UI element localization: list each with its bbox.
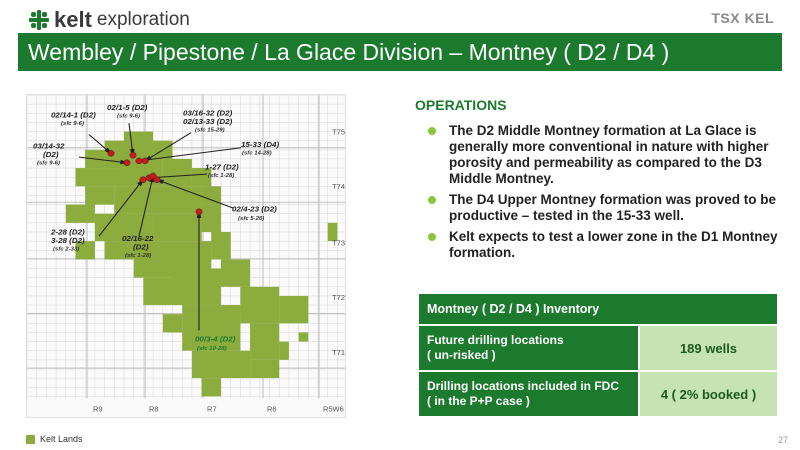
kelt-land-parcel	[173, 241, 212, 268]
row-label-line: Drilling locations included in FDC	[427, 379, 620, 393]
kelt-land-parcel	[124, 132, 153, 159]
well-marker	[130, 152, 136, 158]
operations-heading: OPERATIONS	[415, 97, 507, 113]
kelt-land-parcel	[202, 205, 221, 232]
list-item	[428, 229, 778, 261]
table-row	[419, 324, 777, 370]
well-sfc-label: (sfc 1-28)	[208, 173, 235, 179]
well-label: (D2)	[43, 150, 59, 160]
kelt-land-parcel	[85, 186, 114, 204]
legend-swatch	[26, 435, 35, 444]
kelt-land-parcel	[76, 168, 125, 186]
kelt-land-parcel	[240, 287, 279, 324]
page-number: 27	[777, 435, 788, 445]
well-sfc-label: (sfc 9-6)	[37, 160, 60, 167]
range-label: R8	[149, 404, 159, 414]
well-sfc-label: (sfc 9-6)	[117, 113, 140, 120]
well-label: 1-27 (D2)	[205, 162, 239, 172]
range-label: R7	[207, 404, 217, 414]
kelt-land-parcel	[250, 323, 279, 360]
kelt-land-parcel	[114, 186, 172, 213]
kelt-logo	[28, 6, 190, 34]
kelt-land-parcel	[250, 360, 279, 378]
well-label: 3-28 (D2)	[51, 236, 85, 245]
operations-list	[428, 123, 778, 266]
well-sfc-label: (sfc 14-28)	[242, 150, 272, 157]
well-marker	[142, 158, 148, 164]
well-marker	[136, 158, 142, 164]
township-label: T71	[332, 348, 345, 357]
kelt-land-parcel	[153, 214, 202, 241]
brand-sub: exploration	[96, 9, 190, 30]
well-label: 00/3-4 (D2)	[195, 334, 236, 344]
well-marker	[124, 160, 130, 166]
kelt-land-parcel	[202, 378, 221, 396]
bullet-dot-icon	[428, 127, 436, 135]
list-item	[428, 123, 778, 187]
land-map	[26, 94, 346, 418]
brand-name: kelt	[54, 7, 92, 32]
bullet-text: The D2 Middle Montney formation at La Glace is generally more conventional in nature with higher porosity and permeability as compared to the D3 Middle Montney.	[449, 123, 769, 186]
well-marker	[150, 173, 156, 179]
township-label: T73	[332, 238, 345, 248]
well-marker	[108, 150, 114, 156]
well-label: 03/16-32 (D2)	[183, 108, 233, 118]
legend-label: Kelt Lands	[40, 434, 83, 444]
well-label: 15-33 (D4)	[241, 139, 280, 149]
table-row	[419, 370, 777, 416]
well-label: 2-28 (D2)	[51, 227, 85, 237]
kelt-land-parcel	[192, 351, 250, 378]
range-labels	[93, 405, 344, 414]
row-label	[419, 326, 638, 370]
list-item	[428, 192, 778, 224]
well-sfc-label: (sfc 2-33)	[53, 246, 80, 253]
bullet-dot-icon	[428, 196, 436, 204]
range-label: R9	[93, 404, 103, 414]
kelt-land-parcel	[173, 269, 222, 306]
well-sfc-label: (sfc 10-28)	[197, 346, 227, 353]
township-label: T75	[332, 127, 345, 137]
well-marker	[140, 177, 146, 183]
well-label: 02/13-33 (D2)	[183, 117, 233, 127]
kelt-lands-layer	[66, 132, 338, 397]
page-title: Wembley / Pipestone / La Glace Division – Montney ( D2 / D4 )	[18, 33, 782, 71]
kelt-land-parcel	[163, 314, 182, 332]
well-label: 02/14-1 (D2)	[51, 110, 96, 120]
inventory-table	[419, 294, 777, 416]
well-sfc-label: (sfc 1-28)	[125, 253, 152, 259]
bullet-text: The D4 Upper Montney formation was proved to be productive – tested in the 15-33 well.	[449, 192, 777, 223]
well-label: 02/16-22	[122, 234, 154, 243]
row-label-line: ( in the P+P case )	[427, 394, 530, 408]
township-label: T72	[332, 293, 345, 303]
kelt-land-parcel	[279, 296, 308, 323]
kelt-land-parcel	[299, 332, 309, 341]
kelt-land-parcel	[211, 232, 230, 259]
map-canvas	[27, 95, 345, 417]
kelt-land-parcel	[182, 305, 240, 351]
kelt-leaf-icon	[28, 9, 50, 31]
well-marker	[196, 209, 202, 215]
well-sfc-label: (sfc 15-29)	[195, 127, 225, 134]
kelt-land-parcel	[279, 342, 289, 360]
well-label: (D2)	[133, 242, 149, 252]
well-label: 02/1-5 (D2)	[107, 103, 148, 113]
kelt-land-parcel	[221, 259, 250, 286]
township-labels	[332, 128, 345, 357]
range-label: R6	[267, 404, 277, 414]
bullet-dot-icon	[428, 233, 436, 241]
row-label	[419, 372, 638, 416]
row-value: 189 wells	[638, 326, 777, 370]
kelt-land-parcel	[202, 186, 221, 204]
well-label: 03/14-32	[33, 141, 65, 151]
tsx-logo: TSX KEL	[711, 10, 774, 26]
well-sfc-label: (sfc 5-26)	[238, 216, 265, 223]
row-label-line: Future drilling locations	[427, 333, 564, 347]
township-label: T74	[332, 182, 345, 192]
row-value: 4 ( 2% booked )	[638, 372, 777, 416]
bullet-text: Kelt expects to test a lower zone in the D1 Montney formation.	[449, 229, 778, 260]
kelt-land-parcel	[66, 205, 95, 223]
kelt-land-parcel	[143, 278, 172, 305]
kelt-land-parcel	[163, 159, 192, 186]
well-label: 02/4-23 (D2)	[232, 204, 277, 214]
row-label-line: ( un-risked )	[427, 348, 496, 362]
range-label: R5W6	[323, 404, 344, 414]
inventory-heading: Montney ( D2 / D4 ) Inventory	[419, 294, 777, 324]
well-sfc-label: (sfc 9-6)	[61, 121, 84, 128]
map-legend	[26, 434, 83, 444]
